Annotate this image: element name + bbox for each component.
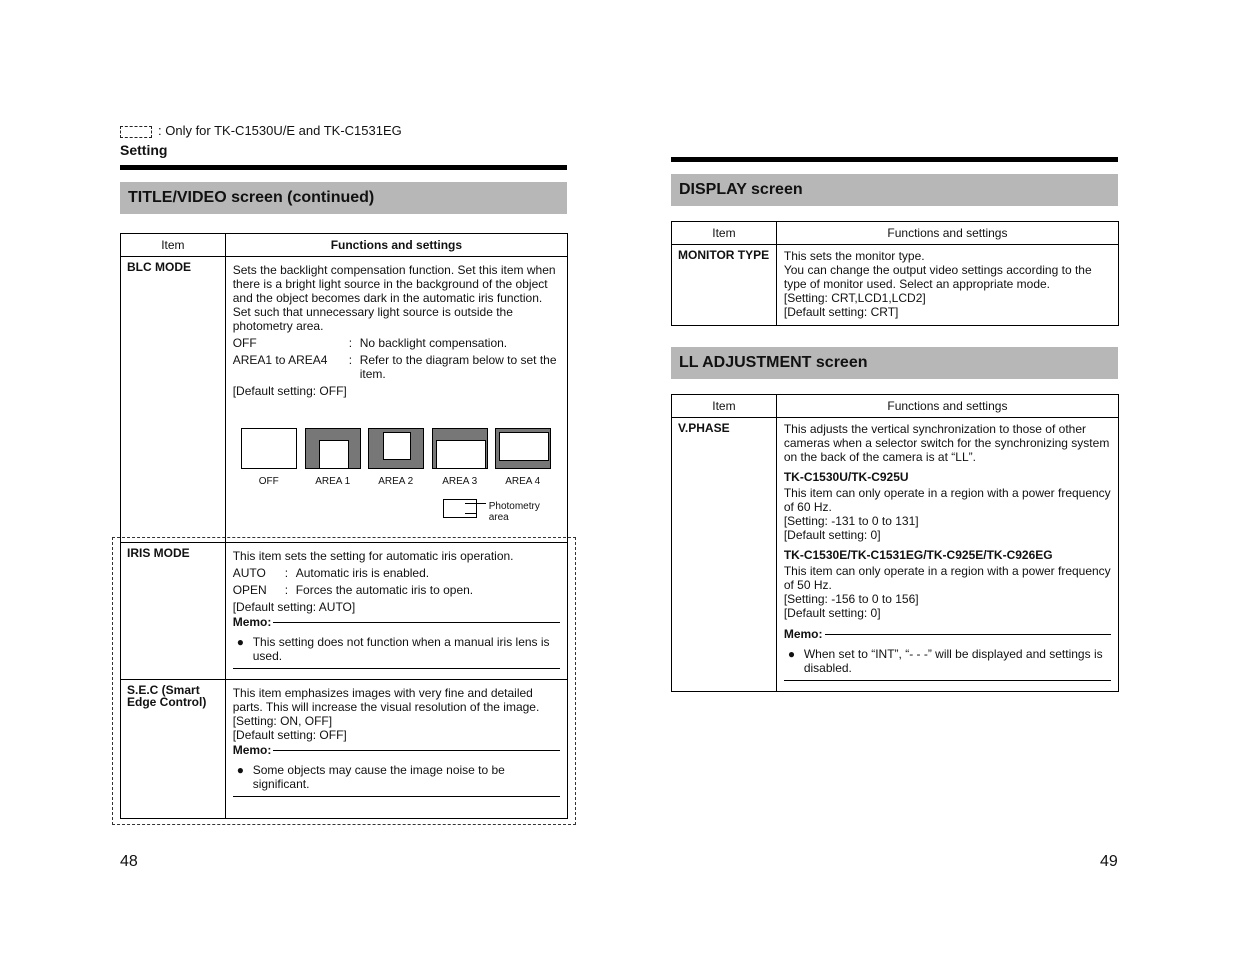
left-top-rule (120, 165, 567, 170)
iris-memo-label: Memo: (232, 615, 272, 629)
sec-desc: This item emphasizes images with very fine and detailed parts. This will increase the visual resolution of the image. (232, 686, 540, 714)
vphase-sub2-heading: TK-C1530E/TK-C1531EG/TK-C925E/TK-C926EG (783, 548, 1053, 562)
vphase-sub1-heading: TK-C1530U/TK-C925U (783, 470, 909, 484)
ll-adjustment-table (671, 394, 1119, 692)
vphase-memo-text: When set to “INT”, “- - -” will be displayed and settings is disabled. (803, 647, 1103, 675)
vphase-sub1-setting: [Setting: -131 to 0 to 131] (783, 514, 919, 528)
iris-open-row: OPEN : Forces the automatic iris to open. (233, 583, 560, 597)
dashed-frame-icon (120, 126, 152, 138)
title-video-heading: TITLE/VIDEO screen (continued) (120, 182, 567, 214)
vphase-memo-label: Memo: (783, 627, 823, 641)
vphase-sub1-default: [Default setting: 0] (783, 528, 881, 542)
title-video-table (120, 233, 568, 819)
iris-default: [Default setting: AUTO] (232, 600, 356, 614)
vphase-sub2-setting: [Setting: -156 to 0 to 156] (783, 592, 919, 606)
area-3-diagram (432, 428, 488, 469)
caption-off: OFF (258, 476, 279, 487)
caption-area-3: AREA 3 (442, 476, 478, 487)
photometry-legend-text: Photometry area (488, 501, 540, 523)
photometry-legend-box (443, 499, 477, 518)
sec-setting: [Setting: ON, OFF] (232, 714, 333, 728)
table-row-sec (121, 680, 568, 819)
table-header-row (672, 395, 1119, 418)
monitor-setting: [Setting: CRT,LCD1,LCD2] (783, 291, 926, 305)
iris-open-key: OPEN (232, 583, 267, 597)
monitor-line1: This sets the monitor type. (783, 249, 925, 263)
ll-adjustment-heading: LL ADJUSTMENT screen (671, 347, 1118, 379)
func-vphase (776, 418, 1118, 692)
iris-desc: This item sets the setting for automatic iris operation. (232, 549, 514, 563)
col-func-header: Functions and settings (225, 234, 567, 257)
col-item-header: Item (121, 234, 226, 257)
display-heading: DISPLAY screen (671, 174, 1118, 206)
area-1-diagram (305, 428, 361, 469)
item-sec: S.E.C (Smart Edge Control) (121, 680, 226, 819)
blc-area-key: AREA1 to AREA4 (232, 353, 328, 367)
vphase-memo (783, 627, 1111, 681)
sec-memo-text: Some objects may cause the image noise to be significant. (252, 763, 505, 791)
blc-off-key: OFF (232, 336, 257, 350)
blc-off-value: No backlight compensation. (359, 336, 508, 350)
blc-area-value: Refer to the diagram below to set the item. (359, 353, 557, 381)
item-vphase: V.PHASE (672, 418, 777, 692)
table-row-iris (121, 543, 568, 680)
vphase-sub2-default: [Default setting: 0] (783, 606, 881, 620)
blc-off-row: OFF : No backlight compensation. (233, 336, 560, 350)
bullet-icon: ● (236, 763, 244, 777)
iris-memo (232, 615, 560, 669)
section-label: Setting (120, 142, 168, 158)
caption-area-2: AREA 2 (378, 476, 414, 487)
col-item-header: Item (672, 395, 777, 418)
table-header-row (672, 222, 1119, 245)
col-func-header: Functions and settings (776, 395, 1118, 418)
monitor-default: [Default setting: CRT] (783, 305, 899, 319)
model-note-text: : Only for TK-C1530U/E and TK-C1531EG (158, 123, 402, 138)
iris-auto-key: AUTO (232, 566, 266, 580)
table-row-blc (121, 257, 568, 543)
table-row-monitor-type (672, 245, 1119, 326)
right-top-rule (671, 157, 1118, 162)
iris-auto-value: Automatic iris is enabled. (295, 566, 430, 580)
func-blc-mode (225, 257, 567, 543)
blc-default: [Default setting: OFF] (232, 384, 347, 398)
func-sec (225, 680, 567, 819)
sec-default: [Default setting: OFF] (232, 728, 347, 742)
iris-memo-text: This setting does not function when a manual iris lens is used. (252, 635, 550, 663)
page-number-right: 49 (1100, 853, 1118, 870)
page-number-left: 48 (120, 853, 138, 870)
caption-area-4: AREA 4 (505, 476, 541, 487)
vphase-sub1-desc: This item can only operate in a region with a power frequency of 60 Hz. (783, 486, 1111, 514)
item-iris-mode: IRIS MODE (121, 543, 226, 680)
vphase-desc: This adjusts the vertical synchronization to those of other cameras when a selector switch for the synchronizing system on the back of the camera is at “LL”. (783, 422, 1110, 464)
vphase-sub2-desc: This item can only operate in a region with a power frequency of 50 Hz. (783, 564, 1111, 592)
blc-desc: Sets the backlight compensation function. Set this item when there is a bright light source in the background of the object and the object becomes dark in the automatic iris function. Set such that unnecessary light source is outside the photometry area. (232, 263, 556, 333)
iris-open-value: Forces the automatic iris to open. (295, 583, 474, 597)
table-row-vphase (672, 418, 1119, 692)
col-item-header: Item (672, 222, 777, 245)
func-iris-mode (225, 543, 567, 680)
monitor-line2: You can change the output video settings according to the type of monitor used. Select an appropriate mode. (783, 263, 1092, 291)
area-4-diagram (495, 428, 551, 469)
display-table (671, 221, 1119, 326)
bullet-icon: ● (236, 635, 244, 649)
item-blc-mode: BLC MODE (121, 257, 226, 543)
blc-area-row: AREA1 to AREA4 : Refer to the diagram below to set the item. (233, 353, 560, 381)
sec-memo-label: Memo: (232, 743, 272, 757)
model-note (120, 123, 402, 138)
area-2-diagram (368, 428, 424, 469)
func-monitor-type (776, 245, 1118, 326)
photometry-area-diagram (233, 398, 560, 536)
col-func-header: Functions and settings (776, 222, 1118, 245)
table-header-row (121, 234, 568, 257)
area-off-diagram (241, 428, 297, 469)
bullet-icon: ● (787, 647, 796, 661)
sec-memo (232, 743, 560, 797)
iris-auto-row: AUTO : Automatic iris is enabled. (233, 566, 560, 580)
caption-area-1: AREA 1 (315, 476, 351, 487)
item-monitor-type: MONITOR TYPE (672, 245, 777, 326)
